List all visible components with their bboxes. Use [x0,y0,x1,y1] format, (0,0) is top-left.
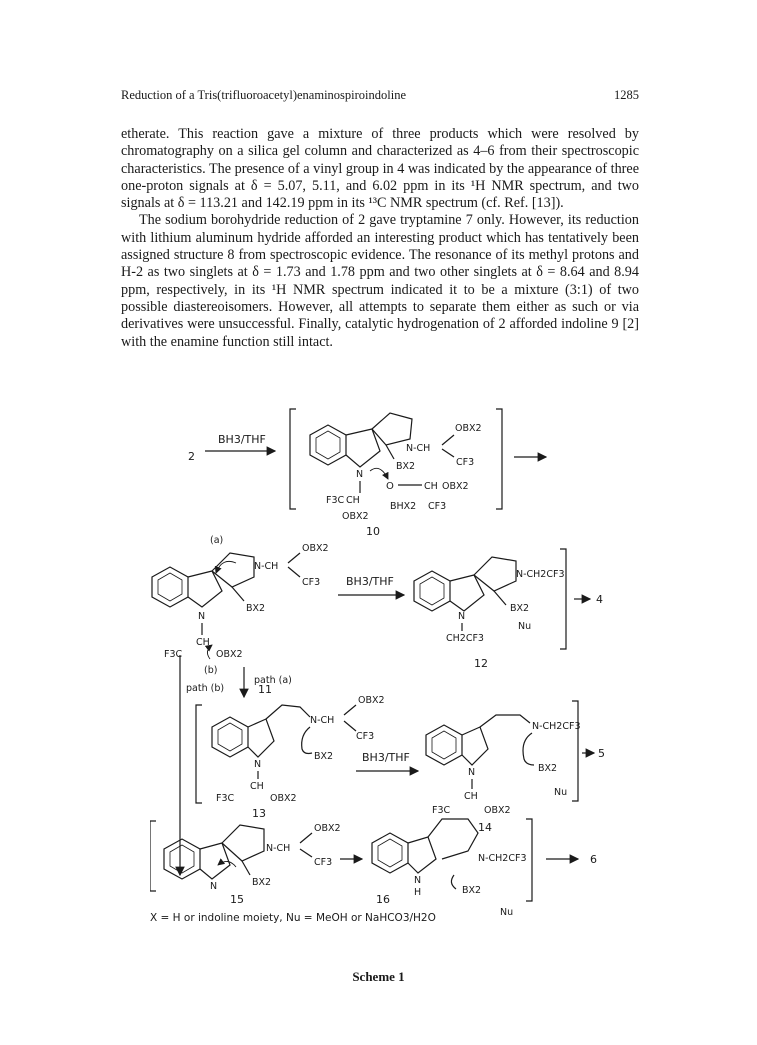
compound-11-label: 11 [258,683,272,696]
group-bx2-16: BX2 [462,885,482,896]
atom-n-10: N [356,469,364,480]
paragraph-2: The sodium borohydride reduction of 2 gave tryptamine 7 only. However, its reduction with lithium aluminum hydride afforded an interesting product which has tentatively been assigned structure 8 from spectroscopic evidence. The resonance of its methyl protons and H-2 as two singlets at δ = 1.73 and 1.78 ppm and two other singlets at δ = 8.64 and 8.94 ppm, respectively, in its ¹H NMR spectrum indicated it to be a mixture (3:1) of two possible diastereoisomers. However, all attempts to separate them either as such or via derivatives were unsuccessful. Finally, catalytic hydrogenation of 2 afforded indoline 9 [2] with the enamine function still intact. [121,212,639,350]
group-obx2-10a: OBX2 [455,423,482,434]
bracket-right-12 [560,549,566,649]
bracket-left-15 [150,821,156,891]
running-title: Reduction of a Tris(trifluoroacetyl)enaminospiroindoline [121,88,407,102]
group-f3c-14: F3C [432,805,451,816]
group-bx2-13: BX2 [314,751,334,762]
bracket-right-14 [572,701,578,801]
group-f3c-10: F3C [326,495,345,506]
group-ch-10: CH [346,495,360,506]
group-nch-15: N-CH [266,843,291,854]
paragraph-1: etherate. This reaction gave a mixture of three products which were resolved by chromatography on a silica gel column and characterized as 4–6 from their spectroscopic characteristics. The presence of a vinyl group in 4 was indicated by the appearance of three one-proton signals at δ = 5.07, 5.11, and 6.02 ppm in its ¹H NMR spectrum, and two signals at δ = 113.21 and 142.19 ppm in its ¹³C NMR spectrum (cf. Ref. [13]). [121,126,639,212]
group-obx2-10c: OBX2 [442,481,469,492]
compound-15-label: 15 [230,893,244,906]
product-6-label: 6 [590,853,597,866]
compound-12-label: 12 [474,657,488,670]
atom-n-15: N [210,881,218,892]
group-nch2cf3-12: N-CH2CF3 [516,569,565,580]
group-obx2-14: OBX2 [484,805,511,816]
group-bx2-11: BX2 [246,603,266,614]
group-nch2cf3-14: N-CH2CF3 [532,721,581,732]
group-nch-11: N-CH [254,561,279,572]
group-ch-13: CH [250,781,264,792]
bracket-left-13 [196,705,202,803]
group-ch-10b: CH [424,481,438,492]
reagent-1: BH3/THF [218,433,266,446]
reaction-scheme [150,405,610,960]
group-obx2-11b: OBX2 [216,649,243,660]
atom-n-16: N [414,875,422,886]
compound-13-label: 13 [252,807,266,820]
bracket-left-10 [290,409,296,509]
body-text [121,126,639,351]
label-b-11: (b) [204,665,218,676]
group-obx2-13b: OBX2 [270,793,297,804]
group-f3c-11: F3C [164,649,183,660]
atom-n-12: N [458,611,466,622]
group-ch-14: CH [464,791,478,802]
bracket-right-10 [496,409,502,509]
group-cf3-10b: CF3 [428,501,447,512]
group-nch2cf3-16: N-CH2CF3 [478,853,527,864]
group-cf3-10a: CF3 [456,457,475,468]
group-bx2-14: BX2 [538,763,558,774]
page-number: 1285 [614,88,639,102]
group-cf3-11: CF3 [302,577,321,588]
group-nu-12: Nu [518,621,532,632]
bracket-right-16 [526,819,532,901]
atom-n-11: N [198,611,206,622]
product-5-label: 5 [598,747,605,760]
scheme-caption: Scheme 1 [352,969,405,984]
group-obx2-11a: OBX2 [302,543,329,554]
group-nch-13: N-CH [310,715,335,726]
scheme-footnote: X = H or indoline moiety, Nu = MeOH or NaHCO3/H2O [150,912,436,924]
group-ch-11: CH [196,637,210,648]
group-obx2-13a: OBX2 [358,695,385,706]
atom-n-14: N [468,767,476,778]
atom-h-16: H [414,887,422,898]
reagent-2: BH3/THF [346,575,394,588]
scheme-drawing [150,405,610,960]
group-nch-10: N-CH [406,443,431,454]
compound-10-label: 10 [366,525,380,538]
compound-2-label: 2 [188,450,195,463]
group-ch2cf3-12: CH2CF3 [446,633,484,644]
compound-16-label: 16 [376,893,390,906]
path-b-label: path (b) [186,683,225,694]
group-nu-14: Nu [554,787,568,798]
compound-14-label: 14 [478,821,492,834]
group-bx2-15: BX2 [252,877,272,888]
group-bhx2-10: BHX2 [390,501,417,512]
product-4-label: 4 [596,593,603,606]
group-bx2-12: BX2 [510,603,530,614]
label-a-11: (a) [210,535,224,546]
group-nu-16: Nu [500,907,514,918]
atom-n-13: N [254,759,262,770]
path-a-label: path (a) [254,675,292,686]
group-cf3-13: CF3 [356,731,375,742]
reagent-3: BH3/THF [362,751,410,764]
group-bx2-10: BX2 [396,461,416,472]
svg-text:O: O [386,481,394,492]
running-header [121,88,639,104]
group-f3c-13: F3C [216,793,235,804]
group-obx2-10b: OBX2 [342,511,369,522]
group-obx2-15: OBX2 [314,823,341,834]
group-cf3-15: CF3 [314,857,333,868]
